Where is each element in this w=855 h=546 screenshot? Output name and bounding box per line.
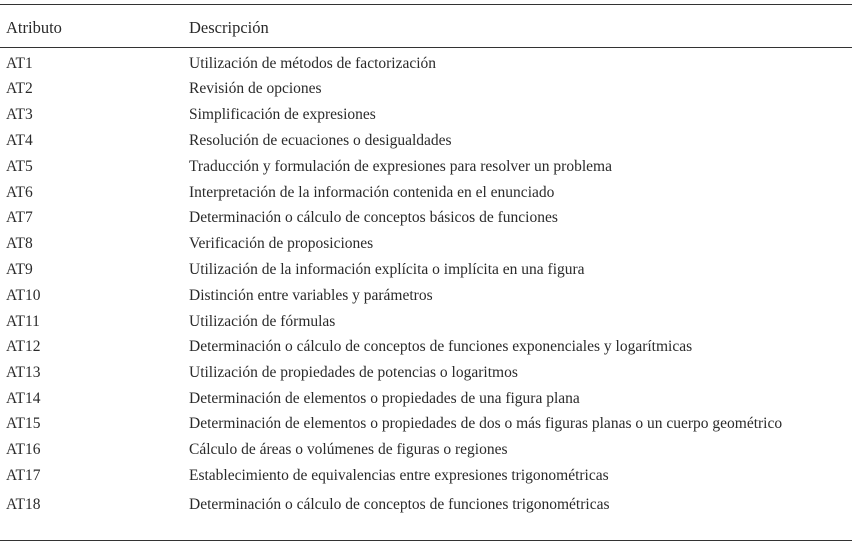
description-cell: Determinación de elementos o propiedades de una figura plana — [189, 390, 580, 407]
description-cell: Interpretación de la información contenida en el enunciado — [189, 184, 555, 201]
description-cell: Determinación o cálculo de conceptos básicos de funciones — [189, 209, 558, 226]
header-description: Descripción — [189, 18, 269, 37]
attribute-cell: AT2 — [6, 80, 33, 97]
attribute-cell: AT14 — [6, 390, 41, 407]
table-row — [0, 338, 852, 360]
attribute-cell: AT12 — [6, 338, 41, 355]
description-cell: Determinación de elementos o propiedades de dos o más figuras planas o un cuerpo geométrico — [189, 415, 783, 432]
attribute-cell: AT1 — [6, 55, 33, 72]
table-header-row — [0, 18, 852, 40]
attribute-cell: AT16 — [6, 441, 41, 458]
table-row — [0, 364, 852, 386]
description-cell: Resolución de ecuaciones o desigualdades — [189, 132, 452, 149]
table-row — [0, 261, 852, 283]
table-row — [0, 441, 852, 463]
description-cell: Traducción y formulación de expresiones para resolver un problema — [189, 158, 612, 175]
table-row — [0, 184, 852, 206]
attribute-cell: AT15 — [6, 415, 41, 432]
table-row — [0, 235, 852, 257]
attribute-cell: AT8 — [6, 235, 33, 252]
attribute-cell: AT4 — [6, 132, 33, 149]
description-cell: Verificación de proposiciones — [189, 235, 374, 252]
attribute-cell: AT6 — [6, 184, 33, 201]
table-bottom-rule — [0, 540, 852, 541]
table-row — [0, 415, 852, 437]
table-row — [0, 467, 852, 489]
attribute-cell: AT5 — [6, 158, 33, 175]
table-top-rule — [0, 4, 852, 5]
description-cell: Determinación o cálculo de conceptos de funciones exponenciales y logarítmicas — [189, 338, 693, 355]
table-row — [0, 209, 852, 231]
table-row — [0, 55, 852, 77]
table-row — [0, 158, 852, 180]
table-row — [0, 132, 852, 154]
header-attribute: Atributo — [6, 18, 62, 37]
description-cell: Utilización de propiedades de potencias o logaritmos — [189, 364, 518, 381]
description-cell: Utilización de métodos de factorización — [189, 55, 437, 72]
description-cell: Distinción entre variables y parámetros — [189, 287, 433, 304]
attribute-cell: AT10 — [6, 287, 41, 304]
attribute-cell: AT17 — [6, 467, 41, 484]
description-cell: Determinación o cálculo de conceptos de funciones trigonométricas — [189, 496, 610, 513]
attribute-cell: AT9 — [6, 261, 33, 278]
table-row — [0, 287, 852, 309]
attribute-cell: AT7 — [6, 209, 33, 226]
attribute-cell: AT13 — [6, 364, 41, 381]
description-cell: Revisión de opciones — [189, 80, 322, 97]
attribute-cell: AT11 — [6, 313, 40, 330]
table-row — [0, 496, 852, 518]
table-row — [0, 313, 852, 335]
table-row — [0, 106, 852, 128]
table-header-rule — [0, 47, 852, 48]
attribute-cell: AT18 — [6, 496, 41, 513]
table-row — [0, 80, 852, 102]
table-row — [0, 390, 852, 412]
description-cell: Utilización de fórmulas — [189, 313, 336, 330]
description-cell: Establecimiento de equivalencias entre expresiones trigonométricas — [189, 467, 609, 484]
description-cell: Cálculo de áreas o volúmenes de figuras o regiones — [189, 441, 508, 458]
description-cell: Simplificación de expresiones — [189, 106, 376, 123]
description-cell: Utilización de la información explícita o implícita en una figura — [189, 261, 585, 278]
attribute-cell: AT3 — [6, 106, 33, 123]
